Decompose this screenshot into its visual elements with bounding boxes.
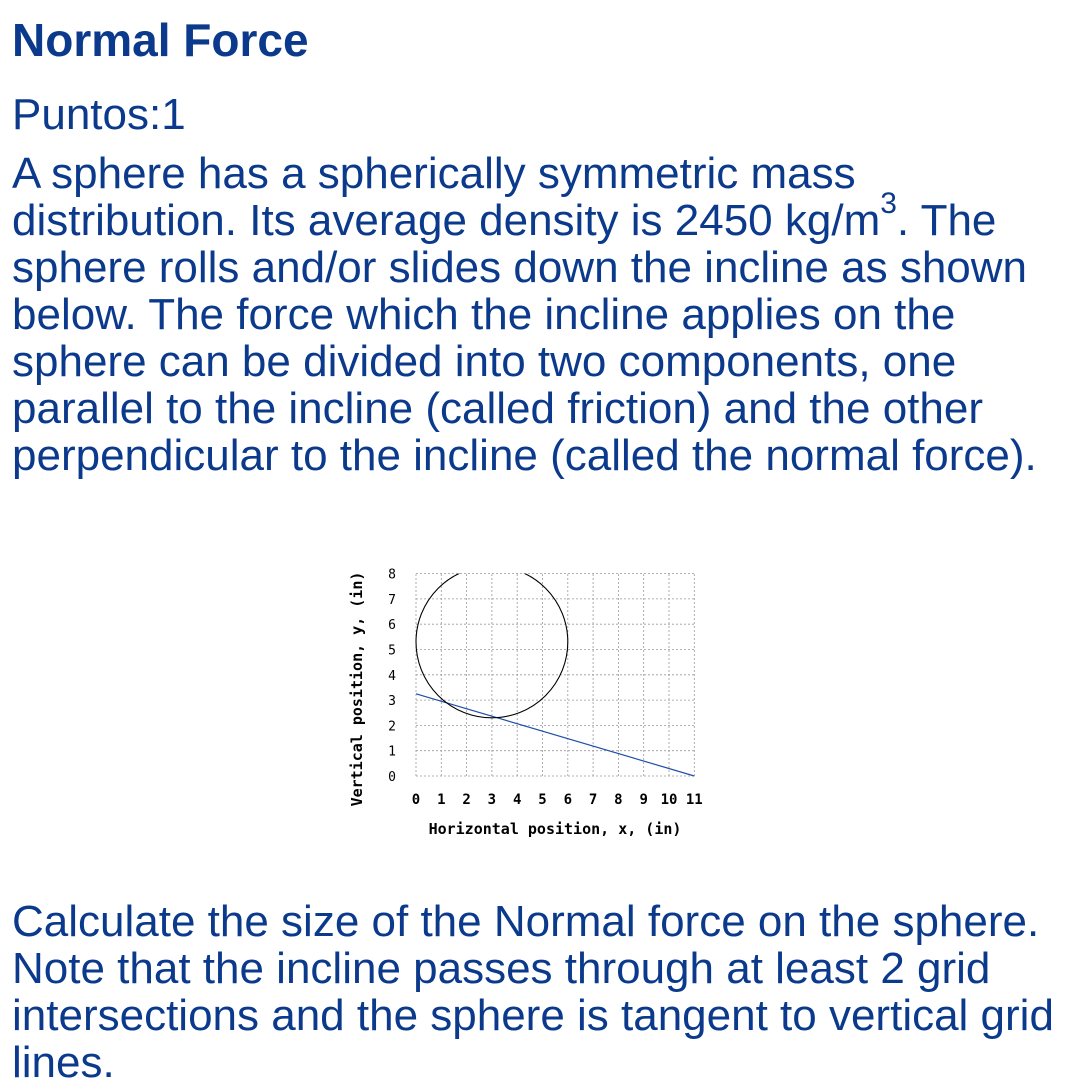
x-tick-label: 8 — [614, 792, 623, 808]
points-label: Puntos:1 — [12, 90, 186, 139]
page-title: Normal Force — [12, 14, 309, 66]
x-tick-label: 7 — [588, 792, 598, 808]
y-tick-label: 5 — [388, 643, 396, 659]
unit-exponent: 3 — [880, 187, 897, 220]
x-tick-label: 6 — [563, 792, 573, 808]
y-tick-label: 6 — [388, 618, 396, 634]
x-tick-label: 3 — [487, 792, 497, 808]
incline-diagram — [340, 548, 720, 848]
y-tick-label: 3 — [388, 694, 396, 710]
y-tick-label: 0 — [388, 770, 396, 785]
x-tick-label: 9 — [639, 792, 648, 808]
y-tick-label: 7 — [388, 592, 396, 608]
x-tick-label: 4 — [512, 792, 522, 808]
y-tick-label: 4 — [388, 668, 396, 684]
y-tick-label: 8 — [388, 567, 396, 583]
x-axis-label: Horizontal position, x, (in) — [428, 820, 682, 838]
incline-line — [416, 694, 694, 776]
y-tick-label: 2 — [388, 719, 396, 735]
problem-text-1: A sphere has a spherically symmetric mass distribution. Its average density is 2450 kg/m — [12, 149, 881, 245]
problem-text-2: . The sphere rolls and/or slides down the incline as shown below. The force which the incline applies on the sphere can be divided into two components, one parallel to the incline (called friction) and the other perpendicular to the incline (called the normal force). — [12, 196, 1037, 480]
y-axis-label: Vertical position, y, (in) — [348, 571, 366, 807]
y-tick-label: 1 — [388, 744, 396, 760]
question-text: Calculate the size of the Normal force on the sphere. Note that the incline passes through at least 2 grid intersections and the sphere is tangent to vertical grid lines. — [12, 897, 1054, 1087]
x-tick-label: 0 — [411, 792, 421, 808]
y-tick-labels — [388, 568, 396, 785]
grid — [416, 574, 694, 776]
x-tick-label: 10 — [660, 792, 678, 808]
problem-statement — [12, 150, 1078, 479]
x-tick-labels — [412, 792, 703, 808]
x-tick-label: 1 — [437, 792, 446, 808]
x-tick-label: 2 — [462, 792, 471, 808]
x-tick-label: 11 — [685, 792, 703, 808]
x-tick-label: 5 — [538, 792, 547, 808]
